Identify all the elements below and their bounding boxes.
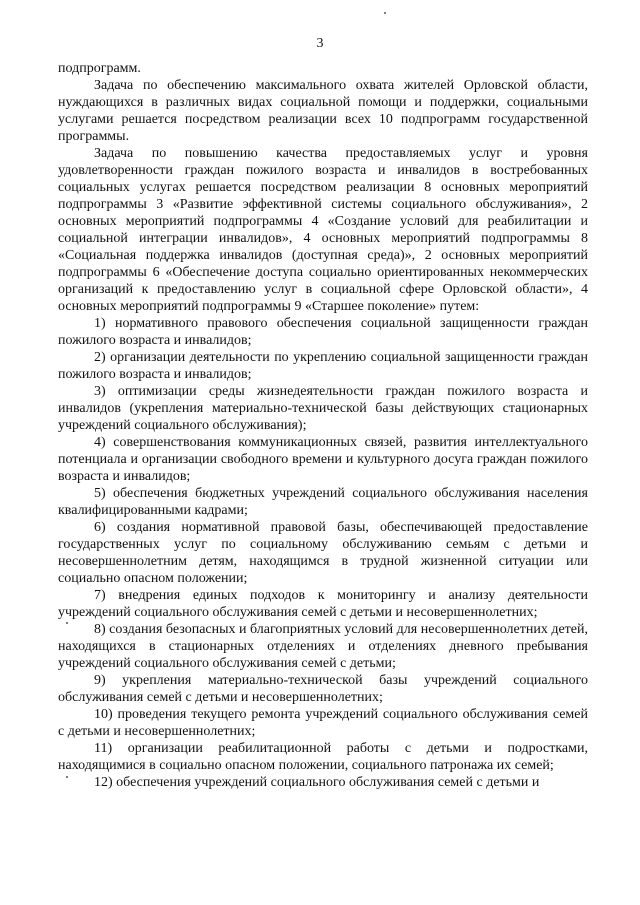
paragraph-quality-task: Задача по повышению качества предоставляемых услуг и уровня удовлетворенности граждан пожилого возраста и инвалидов в востребованных социальных услугах решается посредством реализации 8 основных мероприятий подпрограммы 3 «Развитие эффективной системы социального обслуживания», 2 основных мероприятий подпрограммы 4 «Создание условий для реабилитации и социальной интеграции инвалидов», 4 основных мероприятий подпрограммы 8 «Социальная поддержка инвалидов (доступная среда)», 2 основных мероприятий подпрограммы 6 «Обеспечение доступа социально ориентированных некоммерческих организаций к предоставлению услуг в социальной сфере Орловской области», 4 основных мероприятий подпрограммы 9 «Старшее поколение» путем: [58,146,588,314]
list-item-4: 4) совершенствования коммуникационных связей, развития интеллектуального потенциала и организации свободного времени и культурного досуга граждан пожилого возраста и инвалидов; [58,435,588,484]
scan-speck [384,12,386,14]
list-item-3: 3) оптимизации среды жизнедеятельности граждан пожилого возраста и инвалидов (укрепления материально-технической базы действующих стационарных учреждений социального обслуживания); [58,384,588,433]
paragraph-continuation: подпрограмм. [58,61,141,76]
paragraph-coverage-task: Задача по обеспечению максимального охвата жителей Орловской области, нуждающихся в различных видах социальной помощи и поддержки, социальными услугами решается посредством реализации всех 10 подпрограмм государственной программы. [58,78,588,144]
list-item-5: 5) обеспечения бюджетных учреждений социального обслуживания населения квалифицированными кадрами; [58,486,588,518]
scan-speck [66,622,68,624]
list-item-9: 9) укрепления материально-технической базы учреждений социального обслуживания семей с детьми и несовершеннолетних; [58,673,588,705]
list-item-12: 12) обеспечения учреждений социального обслуживания семей с детьми и [94,775,540,790]
scan-speck [66,776,68,778]
list-item-6: 6) создания нормативной правовой базы, обеспечивающей предоставление государственных услуг по социальному обслуживанию семьям с детьми и несовершеннолетним детям, находящимся в трудной жизненной ситуации или социально опасном положении; [58,520,588,586]
list-item-11: 11) организации реабилитационной работы с детьми и подростками, находящимися в социально опасном положении, социального патронажа их семей; [58,741,588,773]
list-item-8: 8) создания безопасных и благоприятных условий для несовершеннолетних детей, находящихся в стационарных отделениях и отделениях дневного пребывания учреждений социального обслуживания семей с детьми; [58,622,588,671]
list-item-1: 1) нормативного правового обеспечения социальной защищенности граждан пожилого возраста и инвалидов; [58,316,588,348]
document-body [58,60,588,791]
list-item-10: 10) проведения текущего ремонта учреждений социального обслуживания семей с детьми и несовершеннолетних; [58,707,588,739]
page-number: 3 [316,36,324,51]
list-item-2: 2) организации деятельности по укреплению социальной защищенности граждан пожилого возраста и инвалидов; [58,350,588,382]
list-item-7: 7) внедрения единых подходов к мониторингу и анализу деятельности учреждений социального обслуживания семей с детьми и несовершеннолетних; [58,588,588,620]
